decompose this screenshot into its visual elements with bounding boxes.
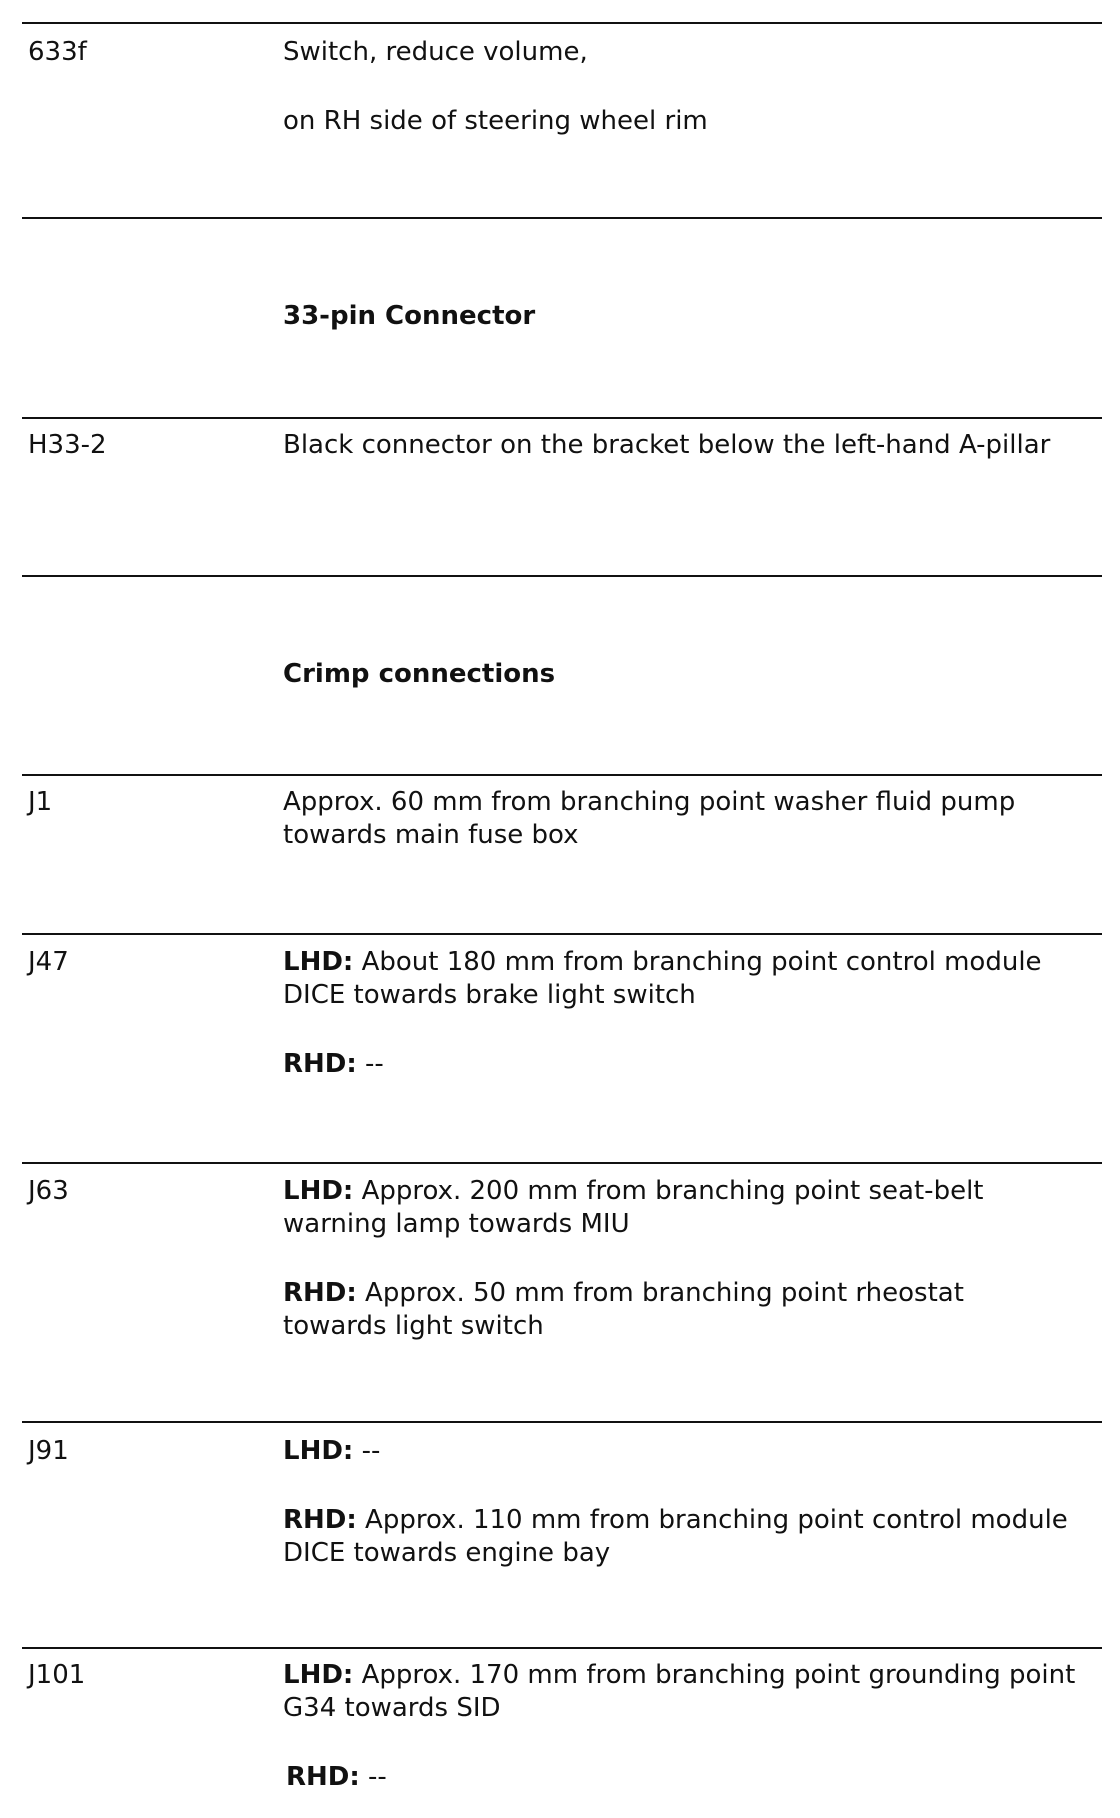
- row-divider: [22, 1647, 1102, 1649]
- entry-description-j47: [283, 946, 1093, 1081]
- lhd-text: About 180 mm from branching point control module DICE towards brake light switch: [283, 947, 1042, 1010]
- lhd-text: Approx. 170 mm from branching point grounding point G34 towards SID: [283, 1660, 1076, 1723]
- rhd-note: [283, 1048, 1093, 1081]
- entry-code-j1: J1: [28, 787, 53, 817]
- rhd-text: --: [368, 1762, 387, 1792]
- entry-description-j101: [283, 1659, 1093, 1794]
- entry-description-j91: [283, 1435, 1093, 1570]
- lhd-note: [283, 1175, 1093, 1241]
- lhd-label: LHD:: [283, 1176, 354, 1206]
- entry-code-j47: J47: [28, 947, 69, 977]
- entry-code-h33-2: H33-2: [28, 430, 107, 460]
- lhd-label: LHD:: [283, 1660, 354, 1690]
- description-line: Switch, reduce volume,: [283, 37, 588, 67]
- section-heading-33-pin-connector: 33-pin Connector: [283, 301, 536, 331]
- lhd-note: [283, 1435, 1093, 1468]
- section-heading-crimp-connections: Crimp connections: [283, 659, 556, 689]
- lhd-note: [283, 946, 1093, 1012]
- row-divider: [22, 217, 1102, 219]
- row-divider: [22, 1421, 1102, 1423]
- rhd-text: Approx. 50 mm from branching point rheostat towards light switch: [283, 1278, 964, 1341]
- entry-code-j91: J91: [28, 1436, 69, 1466]
- rhd-text: --: [365, 1049, 384, 1079]
- lhd-note: [283, 1659, 1093, 1725]
- row-divider: [22, 1162, 1102, 1164]
- entry-code-j63: J63: [28, 1176, 69, 1206]
- row-divider: [22, 933, 1102, 935]
- rhd-label: RHD:: [286, 1762, 360, 1792]
- rhd-note: [283, 1277, 1093, 1343]
- row-divider: [22, 774, 1102, 776]
- entry-code-633f: 633f: [28, 37, 87, 67]
- rhd-label: RHD:: [283, 1505, 357, 1535]
- lhd-label: LHD:: [283, 947, 354, 977]
- description-line: on RH side of steering wheel rim: [283, 106, 708, 136]
- rhd-label: RHD:: [283, 1049, 357, 1079]
- entry-description-633f: [283, 36, 1093, 138]
- rhd-note: [283, 1504, 1093, 1570]
- row-divider: [22, 575, 1102, 577]
- rhd-note: [283, 1761, 1093, 1794]
- lhd-text: Approx. 200 mm from branching point seat-belt warning lamp towards MIU: [283, 1176, 984, 1239]
- entry-description-j63: [283, 1175, 1093, 1343]
- row-divider: [22, 22, 1102, 24]
- lhd-label: LHD:: [283, 1436, 354, 1466]
- entry-description-j1: Approx. 60 mm from branching point washer fluid pump towards main fuse box: [283, 787, 1016, 850]
- rhd-label: RHD:: [283, 1278, 357, 1308]
- entry-code-j101: J101: [28, 1660, 86, 1690]
- row-divider: [22, 417, 1102, 419]
- entry-description-h33-2: Black connector on the bracket below the left-hand A-pillar: [283, 430, 1051, 460]
- lhd-text: --: [361, 1436, 381, 1466]
- rhd-text: Approx. 110 mm from branching point control module DICE towards engine bay: [283, 1505, 1068, 1568]
